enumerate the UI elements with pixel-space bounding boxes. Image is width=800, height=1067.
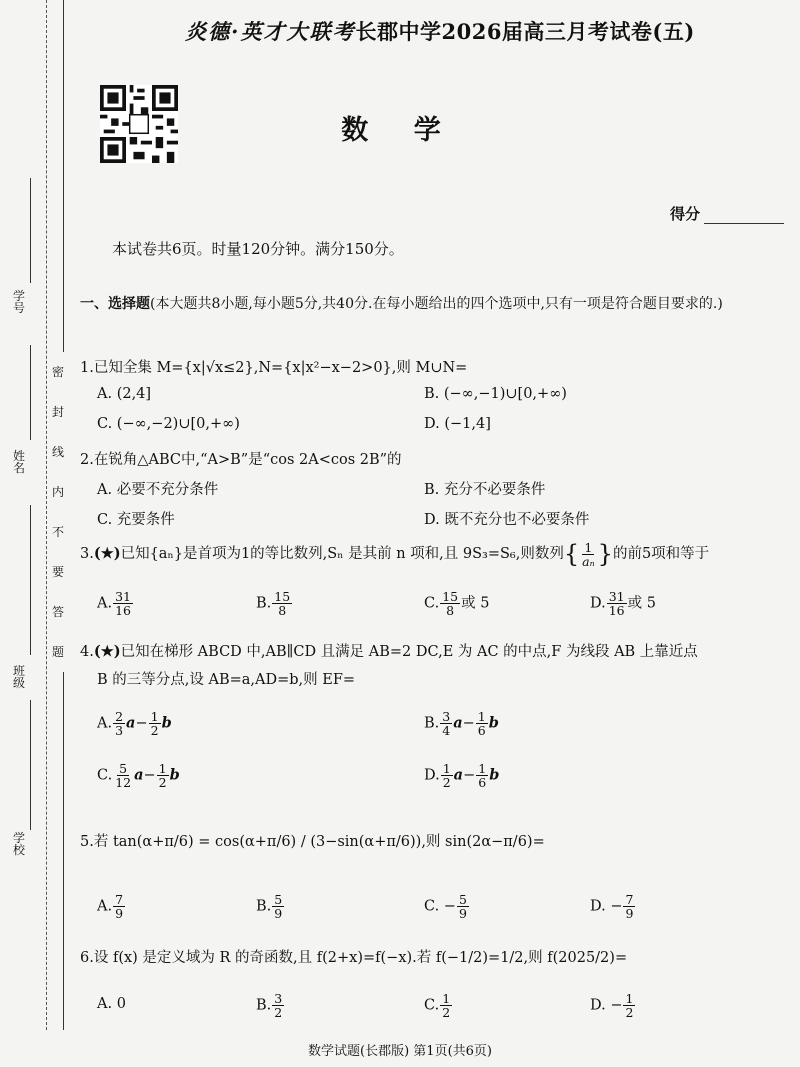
question-4 bbox=[80, 640, 698, 661]
xuehao-blank bbox=[30, 178, 31, 283]
q1-option-a: A. (2,4] bbox=[97, 386, 152, 402]
q4-number: 4. bbox=[80, 644, 94, 660]
q3-stem-end: 的前5项和等于 bbox=[612, 546, 710, 562]
q6-option-c: C. $\frac{1}{2}$ bbox=[424, 991, 451, 1020]
question-2 bbox=[80, 448, 402, 469]
question-3: 3.(★)已知{aₙ}是首项为1的等比数列,Sₙ 是其前 n 项和,且 9S₃=S₆,则数列{ $\frac{1}{\text{aₙ}}$ }的前5项和等于 bbox=[80, 539, 710, 569]
label-xuehao: 学号 bbox=[12, 289, 25, 315]
q6-option-a: A. 0 bbox=[97, 996, 126, 1012]
q5-stem: 若 tan(α+π/6) = cos(α+π/6) / (3−sin(α+π/6)),则 sin(2α−π/6)= bbox=[93, 834, 545, 850]
q5-option-b: B. $\frac{5}{9}$ bbox=[256, 892, 283, 921]
q2-option-b: B. 充分不必要条件 bbox=[424, 482, 546, 498]
q4-stem-line1: 已知在梯形 ABCD 中,AB∥CD 且满足 AB=2 DC,E 为 AC 的中点,F 为线段 AB 上靠近点 bbox=[120, 644, 698, 660]
score-label: 得分 bbox=[670, 205, 701, 223]
q4-option-a: A. $\frac{2}{3}$ a− $\frac{1}{2}$ b bbox=[97, 709, 172, 738]
q1-option-d: D. (−1,4] bbox=[424, 416, 491, 432]
section-desc: (本大题共8小题,每小题5分,共40分.在每小题给出的四个选项中,只有一项是符合题目要求的.) bbox=[150, 296, 723, 312]
brand-name: 炎德·英才大联考 bbox=[185, 19, 356, 44]
seal-notice: 密封线内不要答题 bbox=[51, 352, 65, 672]
score-field bbox=[670, 203, 784, 224]
seal-dashed-line bbox=[46, 0, 47, 1030]
section-title: 一、选择题 bbox=[80, 296, 150, 312]
q5-option-a: A. $\frac{7}{9}$ bbox=[97, 892, 124, 921]
q4-option-b: B. $\frac{3}{4}$ a− $\frac{1}{6}$ b bbox=[424, 709, 499, 738]
q6-option-b: B. $\frac{3}{2}$ bbox=[256, 991, 283, 1020]
q1-number: 1. bbox=[80, 360, 94, 376]
q2-stem: 在锐角△ABC中,“A>B”是“cos 2A<cos 2B”的 bbox=[93, 452, 402, 468]
q4-option-c: C. $\frac{5}{12}$ a− $\frac{1}{2}$ b bbox=[97, 761, 180, 790]
exam-header bbox=[90, 16, 790, 46]
q3-option-a: A. $\frac{31}{16}$ bbox=[97, 589, 131, 618]
q6-stem: 设 f(x) 是定义域为 R 的奇函数,且 f(2+x)=f(−x).若 f(−1/2)=1/2,则 f(2025/2)= bbox=[93, 950, 628, 966]
q6-number: 6. bbox=[80, 950, 94, 966]
q2-option-c: C. 充要条件 bbox=[97, 512, 175, 528]
exam-name: 长郡中学2026届高三月考试卷(五) bbox=[355, 19, 695, 44]
q2-option-d: D. 既不充分也不必要条件 bbox=[424, 512, 590, 528]
question-5 bbox=[80, 830, 545, 851]
q3-option-d: D. $\frac{31}{16}$ 或 5 bbox=[590, 589, 656, 618]
q4-star: (★) bbox=[93, 643, 121, 660]
q1-stem: 已知全集 M={x|√x≤2},N={x|x²−x−2>0},则 M∪N= bbox=[93, 360, 468, 376]
q4-option-d: D. $\frac{1}{2}$ a− $\frac{1}{6}$ b bbox=[424, 761, 500, 790]
q5-option-c: C. − $\frac{5}{9}$ bbox=[424, 892, 467, 921]
q1-option-c: C. (−∞,−2)∪[0,+∞) bbox=[97, 416, 240, 432]
page-footer: 数学试题(长郡版) 第1页(共6页) bbox=[308, 1044, 492, 1059]
banji-blank bbox=[30, 505, 31, 655]
label-banji: 班级 bbox=[12, 664, 25, 690]
q5-number: 5. bbox=[80, 834, 94, 850]
label-xingming: 姓名 bbox=[12, 449, 25, 475]
q1-option-b: B. (−∞,−1)∪[0,+∞) bbox=[424, 386, 567, 402]
exam-intro: 本试卷共6页。时量120分钟。满分150分。 bbox=[112, 240, 404, 258]
q2-number: 2. bbox=[80, 452, 94, 468]
q3-star: (★) bbox=[93, 545, 121, 562]
q6-option-d: D. − $\frac{1}{2}$ bbox=[590, 991, 634, 1020]
xuexiao-blank bbox=[30, 700, 31, 830]
label-xuexiao: 学校 bbox=[12, 831, 25, 857]
section-heading bbox=[80, 290, 785, 318]
subject-title: 数 学 bbox=[341, 115, 459, 146]
q5-option-d: D. − $\frac{7}{9}$ bbox=[590, 892, 634, 921]
q3-stem: 已知{aₙ}是首项为1的等比数列,Sₙ 是其前 n 项和,且 9S₃=S₆,则数列 bbox=[120, 546, 564, 562]
score-blank bbox=[704, 208, 784, 224]
question-6 bbox=[80, 946, 627, 967]
q4-stem-line2: B 的三等分点,设 AB=a,AD=b,则 EF= bbox=[97, 672, 356, 688]
q3-number: 3. bbox=[80, 546, 94, 562]
q3-seq-frac: $\frac{1}{\text{aₙ}}$ bbox=[582, 539, 595, 569]
q3-option-b: B. $\frac{15}{8}$ bbox=[256, 589, 291, 618]
question-1 bbox=[80, 356, 467, 377]
xingming-blank bbox=[30, 345, 31, 440]
q3-option-c: C. $\frac{15}{8}$ 或 5 bbox=[424, 589, 490, 618]
q2-option-a: A. 必要不充分条件 bbox=[97, 482, 219, 498]
